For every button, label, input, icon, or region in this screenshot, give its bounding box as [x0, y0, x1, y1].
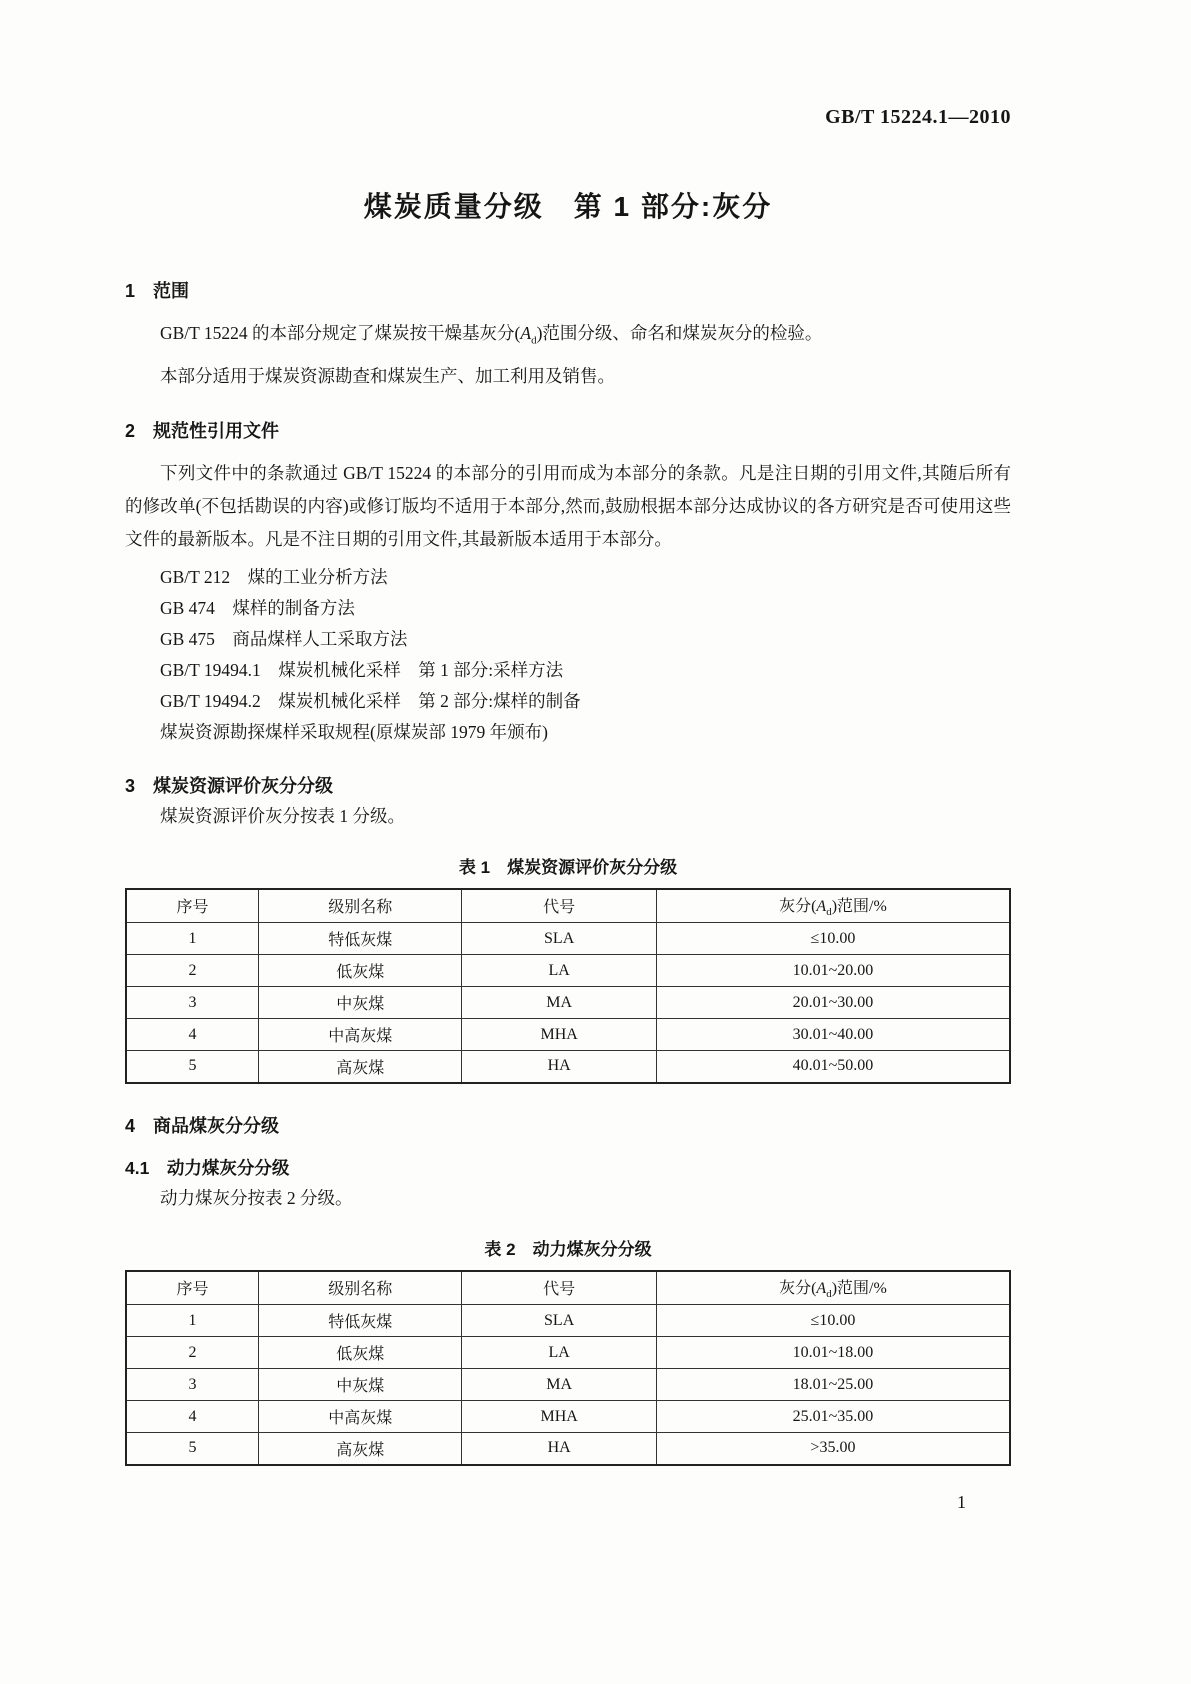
table-cell: 4	[126, 1019, 259, 1051]
page-number: 1	[957, 1491, 966, 1512]
table-1-header	[126, 889, 1010, 923]
section-4-heading: 4 商品煤灰分分级	[125, 1115, 280, 1136]
table-cell: MA	[462, 987, 656, 1019]
reference-item: GB/T 19494.2 煤炭机械化采样 第 2 部分:煤样的制备	[160, 690, 581, 711]
table-cell: 中灰煤	[259, 987, 462, 1019]
table-cell: 10.01~18.00	[656, 1337, 1010, 1369]
table-1-caption: 表 1 煤炭资源评价灰分分级	[458, 857, 678, 877]
reference-item: 煤炭资源勘探煤样采取规程(原煤炭部 1979 年颁布)	[160, 721, 548, 742]
table-cell: HA	[462, 1051, 656, 1083]
table-cell: 高灰煤	[259, 1051, 462, 1083]
table-cell: 3	[126, 1369, 259, 1401]
table-cell: 中高灰煤	[259, 1401, 462, 1433]
standard-number: GB/T 15224.1—2010	[825, 106, 1011, 128]
column-header: 代号	[462, 1271, 656, 1305]
table-cell: 中高灰煤	[259, 1019, 462, 1051]
table-cell: 20.01~30.00	[656, 987, 1010, 1019]
table-cell: >35.00	[656, 1433, 1010, 1465]
table-cell: SLA	[462, 1305, 656, 1337]
table-cell: 高灰煤	[259, 1433, 462, 1465]
section-2-intro-paragraph: 下列文件中的条款通过 GB/T 15224 的本部分的引用而成为本部分的条款。凡是注日期的引用文件,其随后所有的修改单(不包括勘误的内容)或修订版均不适用于本部分,然而,鼓励根据本部分达成协议的各方研究是否可使用这些文件的最新版本。凡是不注日期的引用文件,其最新版本适用于本部分。	[125, 462, 1011, 549]
table-cell: HA	[462, 1433, 656, 1465]
table-header-row	[126, 1271, 1010, 1305]
section-3-paragraph: 煤炭资源评价灰分按表 1 分级。	[160, 805, 405, 826]
table-cell: 特低灰煤	[259, 923, 462, 955]
table-cell: 10.01~20.00	[656, 955, 1010, 987]
column-header: 级别名称	[259, 1271, 462, 1305]
table-row	[126, 1305, 1010, 1337]
table-cell: 1	[126, 1305, 259, 1337]
table-cell: 特低灰煤	[259, 1305, 462, 1337]
table-row	[126, 1337, 1010, 1369]
column-header: 灰分$(A_d)$范围/%	[656, 1271, 1010, 1305]
column-header: 序号	[126, 889, 259, 923]
table-1-body	[126, 923, 1010, 1083]
table-cell: 40.01~50.00	[656, 1051, 1010, 1083]
table-cell: SLA	[462, 923, 656, 955]
table-row	[126, 1369, 1010, 1401]
table-cell: 1	[126, 923, 259, 955]
section-4-1-heading: 4.1 动力煤灰分分级	[125, 1157, 290, 1178]
section-1-paragraph: GB/T 15224 的本部分规定了煤炭按干燥基灰分$(A_d)$范围分级、命名和煤炭灰分的检验。	[160, 323, 823, 347]
table-row	[126, 987, 1010, 1019]
table-row	[126, 923, 1010, 955]
reference-item: GB 474 煤样的制备方法	[160, 597, 355, 618]
column-header: 代号	[462, 889, 656, 923]
table-cell: 5	[126, 1051, 259, 1083]
reference-item: GB/T 212 煤的工业分析方法	[160, 566, 388, 587]
section-1-heading: 1 范围	[125, 281, 190, 301]
section-3-heading: 3 煤炭资源评价灰分分级	[125, 775, 334, 796]
table-cell: LA	[462, 955, 656, 987]
table-cell: MA	[462, 1369, 656, 1401]
document-title: 煤炭质量分级 第 1 部分:灰分	[363, 191, 773, 222]
table-cell: 低灰煤	[259, 1337, 462, 1369]
table-cell: 18.01~25.00	[656, 1369, 1010, 1401]
table-cell: 2	[126, 955, 259, 987]
table-row	[126, 955, 1010, 987]
table-cell: ≤10.00	[656, 923, 1010, 955]
table-header-row	[126, 889, 1010, 923]
table-2-caption: 表 2 动力煤灰分分级	[484, 1239, 652, 1259]
table-row	[126, 1401, 1010, 1433]
section-4-1-paragraph: 动力煤灰分按表 2 分级。	[160, 1187, 353, 1208]
table-row	[126, 1433, 1010, 1465]
table-cell: 低灰煤	[259, 955, 462, 987]
table-2-body	[126, 1305, 1010, 1465]
table-cell: 25.01~35.00	[656, 1401, 1010, 1433]
table-cell: 4	[126, 1401, 259, 1433]
reference-item: GB 475 商品煤样人工采取方法	[160, 628, 408, 649]
table-row	[126, 1019, 1010, 1051]
table-cell: 30.01~40.00	[656, 1019, 1010, 1051]
table-cell: LA	[462, 1337, 656, 1369]
table-2-header	[126, 1271, 1010, 1305]
table-2	[125, 1270, 1011, 1466]
column-header: 级别名称	[259, 889, 462, 923]
table-cell: 中灰煤	[259, 1369, 462, 1401]
table-cell: MHA	[462, 1019, 656, 1051]
table-cell: 2	[126, 1337, 259, 1369]
table-row	[126, 1051, 1010, 1083]
column-header: 序号	[126, 1271, 259, 1305]
reference-list	[125, 562, 1011, 748]
table-cell: 3	[126, 987, 259, 1019]
reference-item: GB/T 19494.1 煤炭机械化采样 第 1 部分:采样方法	[160, 659, 564, 680]
table-cell: MHA	[462, 1401, 656, 1433]
section-2-heading: 2 规范性引用文件	[125, 420, 280, 441]
column-header: 灰分$(A_d)$范围/%	[656, 889, 1010, 923]
table-1	[125, 888, 1011, 1084]
table-cell: 5	[126, 1433, 259, 1465]
table-cell: ≤10.00	[656, 1305, 1010, 1337]
section-1-paragraph: 本部分适用于煤炭资源勘查和煤炭生产、加工利用及销售。	[160, 365, 615, 386]
